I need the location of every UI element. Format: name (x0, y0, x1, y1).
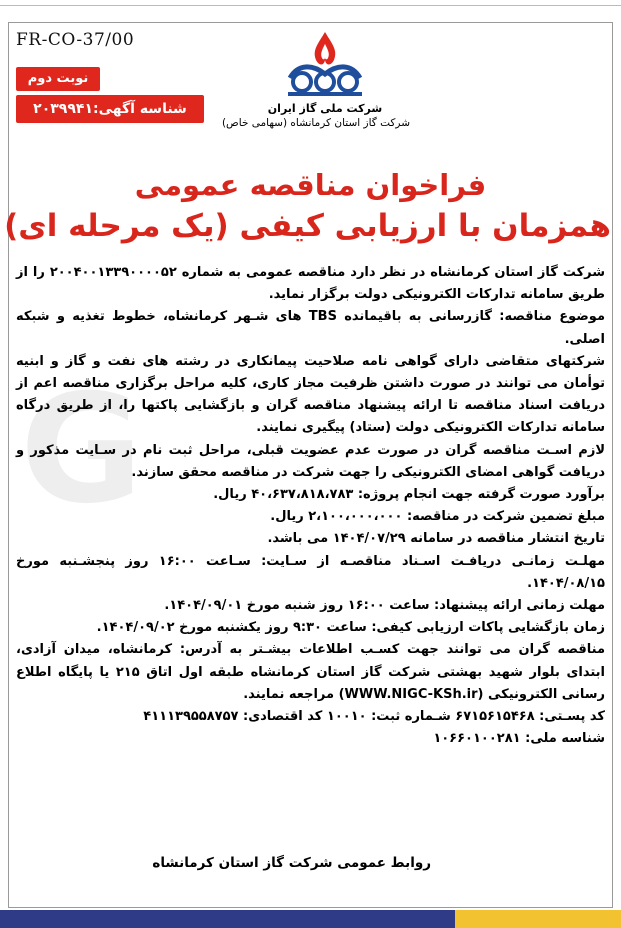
body-paragraph-address: مناقصه گران می توانند جهت کسـب اطلاعات بیشـتر به آدرس: کرمانشاه، میدان آزادی، ابتدای بلوار شهید بهشتی شرکت گاز استان کرمانشاه طبقه اول اتاق ۲۱۵ یا پایگاه اطلاع رسانی الکترونیکی (WWW.NIGC-KSh.ir) مراجعه نمایند. (16, 642, 605, 702)
form-code: FR-CO-37/00 (16, 30, 135, 50)
top-rule (0, 0, 621, 6)
body-paragraph-codes: کد پسـتی: ۶۷۱۵۶۱۵۴۶۸ شـماره ثبت: ۱۰۰۱۰ کد اقتصادی: ۴۱۱۱۳۹۵۵۸۷۵۷ (143, 709, 605, 725)
notice-title-line2: همزمان با ارزیابی کیفی (یک مرحله ای) (4, 208, 611, 244)
body-paragraph-bid-deadline: مهلت زمانی ارائه پیشنهاد: ساعت ۱۶:۰۰ روز شنبه مورخ ۱۴۰۴/۰۹/۰۱. (164, 598, 605, 614)
body-paragraph-subject: موضوع مناقصه: گازرسانی به باقیمانده TBS های شـهر کرمانشاه، خطوط تغذیه و شبکه اصلی. (16, 309, 605, 347)
body-paragraph-doc-deadline: مهلـت زمانـی دریافـت اسـناد مناقصـه از سـایت: سـاعت ۱۶:۰۰ روز پنجشـنبه مورخ ۱۴۰۴/۰۸/۱۵. (16, 553, 605, 591)
nigc-flame-logo-icon (280, 30, 370, 100)
body-paragraph-eligibility: شرکتهای متقاضی دارای گواهی نامه صلاحیت پیمانکاری در رشته های نفت و گاز و ابنیه توأمان می توانند در صورت داشتن ظرفیت مجاز کاری، کلیه مراحل برگزاری مناقصه اعم از دریافت اسناد مناقصه تا ارائه پیشنهاد مناقصه گران و بازگشایی پاکتها را، از طریق درگاه سامانه تدارکات الکترونیکی دولت (ستاد) پیگیری نمایند. (16, 353, 605, 436)
round-badge: نوبت دوم (16, 67, 100, 91)
strip-blue (0, 910, 455, 928)
body-paragraph-registration: لازم اسـت مناقصه گران در صورت عدم عضویت قبلی، مراحل ثبت نام در سـایت مذکور و دریافت گواهی امضای الکترونیکی را جهت شرکت در مناقصه محقق سازند. (16, 442, 605, 480)
public-relations-signature: روابط عمومی شرکت گاز استان کرمانشاه (152, 855, 431, 871)
body-paragraph-estimate: برآورد صورت گرفته جهت انجام پروژه: ۴۰،۶۳۷،۸۱۸،۷۸۳ ریال. (213, 487, 605, 503)
notice-title-line1: فراخوان مناقصه عمومی (134, 168, 487, 202)
background-watermark: G (20, 363, 140, 537)
notice-body (16, 262, 605, 862)
company-name: شرکت ملی گاز ایران (267, 102, 383, 115)
body-paragraph-tender-number: شرکت گاز استان کرمانشاه در نظر دارد مناقصه عمومی به شماره ۲۰۰۴۰۰۱۳۳۹۰۰۰۰۵۲ را از طریق سامانه تدارکات الکترونیکی دولت برگزار نماید. (16, 265, 605, 303)
body-paragraph-guarantee: مبلغ تضمین شرکت در مناقصه: ۲،۱۰۰،۰۰۰،۰۰۰ ریال. (270, 509, 605, 525)
bottom-color-strip (0, 910, 621, 928)
ad-id-badge: شناسه آگهی:۲۰۳۹۹۴۱ (16, 95, 204, 123)
company-sub-name: شرکت گاز استان کرمانشاه (سهامی خاص) (221, 117, 410, 129)
body-paragraph-opening: زمان بازگشایی پاکات ارزیابی کیفی: ساعت ۹:۳۰ روز یکشنبه مورخ ۱۴۰۴/۰۹/۰۲. (96, 620, 605, 636)
body-paragraph-publish-date: تاریخ انتشار مناقصه در سامانه ۱۴۰۴/۰۷/۲۹ می باشد. (267, 531, 605, 547)
company-logo-block (221, 30, 410, 140)
body-paragraph-national-id: شناسه ملی: ۱۰۶۶۰۱۰۰۲۸۱ (433, 731, 605, 747)
strip-gold (455, 910, 621, 928)
